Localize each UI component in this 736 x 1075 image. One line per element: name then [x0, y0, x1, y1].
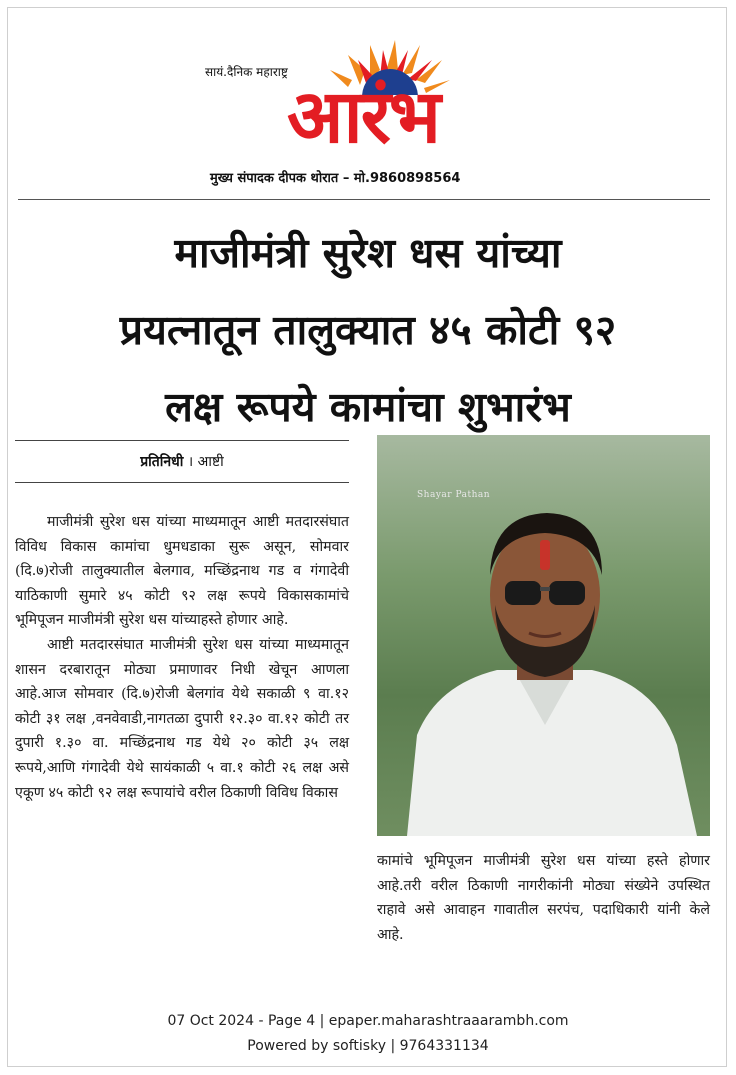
portrait-illustration — [377, 435, 710, 836]
editor-line: मुख्य संपादक दीपक थोरात – मो.9860898564 — [210, 171, 461, 186]
headline-line-3: लक्ष रूपये कामांचा शुभारंभ — [165, 383, 571, 431]
byline-place: आष्टी — [197, 454, 224, 470]
headline — [20, 215, 716, 446]
footer-date-page: 07 Oct 2024 - Page 4 | epaper.maharashtraaarambh.com — [167, 1013, 569, 1029]
masthead-title: आरंभ — [287, 74, 439, 160]
photo-watermark: Shayar Pathan — [417, 490, 491, 500]
byline-rule-top — [15, 440, 349, 441]
masthead-divider — [18, 199, 710, 200]
article-photo — [377, 435, 710, 836]
masthead-tagline: सायं.दैनिक महाराष्ट्र — [205, 65, 288, 79]
byline-rule-bottom — [15, 482, 349, 483]
byline-separator: । — [183, 454, 198, 470]
article-paragraph-1: माजीमंत्री सुरेश धस यांच्या माध्यमातून आष्टी मतदारसंघात विविध विकास कामांचा धुमधडाका सुरू असून, सोमवार (दि.७)रोजी तालुक्यातील बेलगाव, मच्छिंद्रनाथ गड व गंगादेवी याठिकाणी सुमारे ४५ कोटी ९२ लक्ष रूपये विकासकामांचे भूमिपूजन माजीमंत्री सुरेश धस यांच्याहस्ते होणार आहे. — [15, 514, 349, 629]
footer-powered-by: Powered by softisky | 9764331134 — [247, 1038, 489, 1054]
article-column-left — [15, 510, 349, 805]
article-paragraph-2: आष्टी मतदारसंघात माजीमंत्री सुरेश धस यांच्या माध्यमातून शासन दरबारातून मोठ्या प्रमाणावर निधी खेचून आणला आहे.आज सोमवार (दि.७)रोजी बेलगांव येथे सकाळी ९ वा.१२ कोटी ३१ लक्ष ,वनवेवाडी,नागतळा दुपारी १२.३० वा.१२ कोटी तर दुपारी १.३० वा. मच्छिंद्रनाथ गड येथे २० कोटी ३५ लक्ष रूपये,आणि गंगादेवी येथे सायंकाळी ५ वा.१ कोटी २६ लक्ष असे एकूण ४५ कोटी ९२ लक्ष रूपायांचे वरील ठिकाणी विविध विकास — [15, 636, 349, 801]
headline-line-1: माजीमंत्री सुरेश धस यांच्या — [174, 229, 562, 277]
byline — [15, 452, 349, 471]
byline-reporter: प्रतिनिधी — [140, 454, 184, 470]
headline-line-2: प्रयत्नातून तालुक्यात ४५ कोटी ९२ — [119, 306, 617, 354]
article-column-right: कामांचे भूमिपूजन माजीमंत्री सुरेश धस यांच्या हस्ते होणार आहे.तरी वरील ठिकाणी नागरीकांनी मोठ्या संख्येने उपस्थित राहावे असे आवाहन गावातील सरपंच, पदाधिकारी यांनी केले आहे. — [377, 853, 710, 943]
